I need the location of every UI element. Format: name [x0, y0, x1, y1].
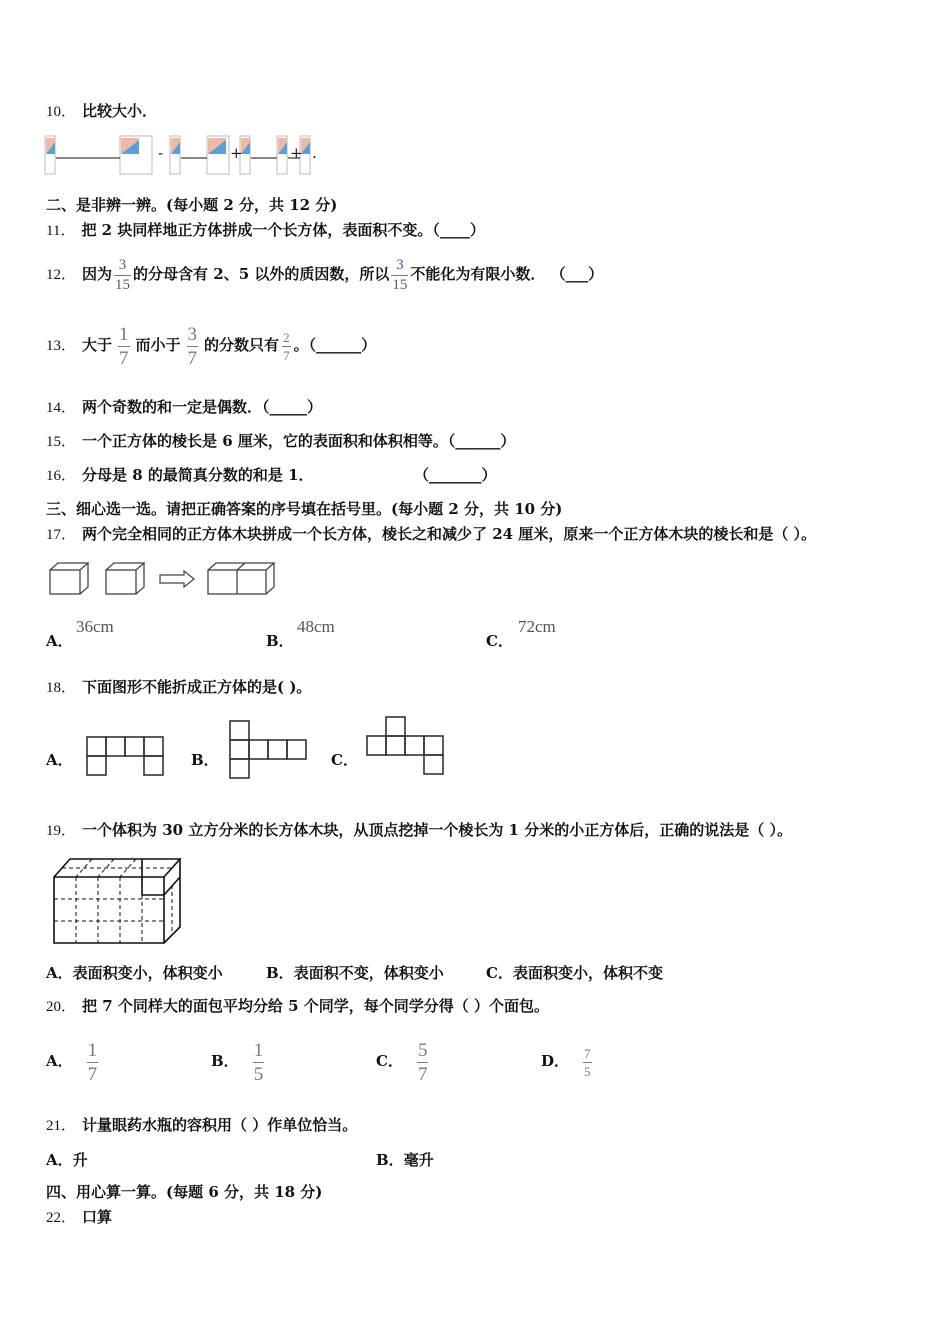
question-text: 分母是 8 的最简真分数的和是 1． — [82, 466, 314, 484]
question-text: 两个奇数的和一定是偶数．（_____） — [82, 398, 323, 416]
option-text: 升 — [72, 1151, 88, 1169]
fraction-bar — [187, 346, 199, 347]
option-label: A． — [46, 632, 73, 650]
fraction-bar — [114, 275, 131, 276]
section-3-title: 三、细心选一选。请把正确答案的序号填在括号里。(每小题 2 分，共 10 分) — [46, 500, 563, 518]
arrow-right-icon — [160, 571, 194, 587]
option-label: A． — [46, 964, 73, 982]
option-a[interactable] — [46, 1149, 88, 1170]
question-number: 15． — [46, 434, 77, 450]
question-number: 17． — [46, 527, 77, 543]
option-b[interactable] — [266, 630, 294, 651]
question-10-expression — [44, 134, 344, 178]
question-text: 的分数只有 — [204, 336, 280, 354]
fraction — [253, 1041, 265, 1084]
option-text: 表面积不变，体积变小 — [293, 964, 444, 982]
option-d[interactable] — [541, 1030, 594, 1092]
option-label: B． — [191, 751, 219, 769]
section-2-title: 二、是非辨一辨。(每小题 2 分，共 12 分) — [46, 196, 338, 214]
question-15 — [46, 431, 515, 452]
question-21 — [46, 1115, 357, 1136]
option-label: C． — [331, 751, 358, 769]
denominator: 7 — [417, 1063, 428, 1085]
fraction-bar — [118, 346, 130, 347]
question-text: 。（______） — [293, 336, 377, 354]
option-label: B． — [376, 1151, 404, 1169]
question-number: 22． — [46, 1210, 77, 1226]
question-text: 的分母含有 2、5 以外的质因数，所以 — [133, 265, 390, 283]
option-a-value: 36cm — [76, 617, 114, 636]
question-13 — [46, 314, 376, 377]
option-a[interactable] — [46, 1030, 100, 1092]
plus-sign: + — [290, 144, 303, 162]
denominator: 5 — [584, 1063, 591, 1079]
question-14 — [46, 397, 322, 418]
option-label: C． — [376, 1052, 403, 1070]
option-c[interactable] — [376, 1030, 430, 1092]
question-22 — [46, 1207, 112, 1228]
denominator: 15 — [115, 276, 131, 293]
question-text: 两个完全相同的正方体木块拼成一个长方体，棱长之和减少了 24 厘米，原来一个正方体木块的棱长和是（ ）。 — [82, 525, 817, 543]
question-10 — [46, 101, 157, 122]
fraction-bar — [87, 1062, 99, 1063]
question-number: 18． — [46, 680, 77, 696]
option-text: 表面积变小，体积不变 — [512, 964, 663, 982]
fraction — [87, 1041, 99, 1084]
fraction — [417, 1041, 429, 1084]
option-c[interactable] — [331, 749, 358, 770]
numerator: 7 — [584, 1045, 591, 1061]
denominator: 15 — [392, 276, 408, 293]
numerator: 1 — [87, 1039, 98, 1061]
option-label: B． — [266, 632, 294, 650]
option-text: 毫升 — [403, 1151, 434, 1169]
option-label: B． — [266, 964, 294, 982]
question-text: 大于 — [82, 336, 113, 354]
option-label: C． — [486, 964, 513, 982]
question-number: 13． — [46, 338, 77, 354]
question-text: 不能化为有限小数． （___） — [410, 265, 604, 283]
option-text: 表面积变小，体积变小 — [72, 964, 223, 982]
question-text: 把 7 个同样大的面包平均分给 5 个同学，每个同学分得（ ）个面包。 — [82, 997, 550, 1015]
option-b[interactable] — [376, 1149, 434, 1170]
option-label: A． — [46, 751, 73, 769]
plus-sign: + — [230, 144, 243, 162]
period: . — [312, 144, 317, 162]
question-number: 21． — [46, 1118, 77, 1134]
question-number: 10． — [46, 104, 77, 120]
fraction-bar — [391, 275, 408, 276]
question-text: 而小于 — [135, 336, 181, 354]
fraction — [187, 325, 199, 368]
denominator: 7 — [283, 347, 290, 363]
option-b[interactable] — [191, 749, 219, 770]
question-text: 口算 — [82, 1208, 113, 1226]
option-b[interactable] — [266, 962, 444, 983]
answer-blank: （_______） — [414, 466, 497, 484]
denominator: 7 — [87, 1063, 98, 1085]
denominator: 7 — [119, 347, 129, 369]
question-12 — [46, 252, 603, 297]
cuboid-grid-icon — [52, 855, 192, 947]
cube-icon — [48, 560, 288, 600]
option-a[interactable] — [46, 630, 73, 651]
numerator: 3 — [118, 256, 127, 273]
fraction — [391, 258, 408, 293]
fraction — [118, 325, 130, 368]
question-16 — [46, 465, 314, 486]
fraction — [282, 331, 291, 362]
question-19 — [46, 820, 792, 841]
question-number: 14． — [46, 400, 77, 416]
numerator: 2 — [283, 329, 290, 345]
question-text: 把 2 块同样地正方体拼成一个长方体，表面积不变。（____） — [81, 221, 485, 239]
question-text: 下面图形不能折成正方体的是( )。 — [82, 678, 312, 696]
numerator: 5 — [417, 1039, 428, 1061]
question-17 — [46, 524, 816, 545]
fraction — [583, 1047, 592, 1078]
option-b[interactable] — [211, 1030, 266, 1092]
question-text: 比较大小． — [82, 102, 158, 120]
question-text: 计量眼药水瓶的容积用（ ）作单位恰当。 — [82, 1116, 358, 1134]
option-a[interactable] — [46, 749, 73, 770]
denominator: 7 — [187, 347, 198, 369]
cube-net-icon — [366, 716, 448, 778]
option-label: A． — [46, 1151, 73, 1169]
numerator: 1 — [253, 1039, 264, 1061]
fraction — [114, 258, 131, 293]
option-label: B． — [211, 1052, 239, 1070]
option-c-value: 72cm — [518, 617, 556, 636]
cube-net-icon — [229, 720, 309, 780]
question-text: 一个体积为 30 立方分米的长方体木块，从顶点挖掉一个棱长为 1 分米的小正方体后，正确的说法是（ ）。 — [82, 821, 792, 839]
option-c[interactable] — [486, 962, 663, 983]
question-18 — [46, 677, 311, 698]
question-number: 19． — [46, 823, 77, 839]
fraction-bar — [253, 1062, 265, 1063]
fraction-bar — [583, 1062, 592, 1063]
numerator: 1 — [119, 323, 129, 345]
option-b-value: 48cm — [297, 617, 335, 636]
cube-net-icon — [86, 736, 166, 778]
numerator: 3 — [396, 256, 404, 273]
question-text: 因为 — [82, 265, 113, 283]
question-number: 11． — [46, 223, 76, 239]
denominator: 5 — [253, 1063, 264, 1085]
option-label: A． — [46, 1052, 73, 1070]
option-a[interactable] — [46, 962, 223, 983]
question-text: 一个正方体的棱长是 6 厘米，它的表面积和体积相等。（______） — [82, 432, 516, 450]
numerator: 3 — [187, 323, 198, 345]
minus-sign: - — [158, 144, 164, 162]
option-c[interactable] — [486, 630, 513, 651]
section-4-title: 四、用心算一算。(每题 6 分，共 18 分) — [46, 1183, 323, 1201]
fraction-bar — [417, 1062, 429, 1063]
question-20 — [46, 996, 549, 1017]
option-label: D． — [541, 1052, 570, 1070]
option-label: C． — [486, 632, 513, 650]
question-number: 20． — [46, 999, 77, 1015]
question-number: 16． — [46, 468, 77, 484]
fraction-bar — [282, 346, 291, 347]
question-number: 12． — [46, 267, 77, 283]
question-11 — [46, 220, 485, 241]
